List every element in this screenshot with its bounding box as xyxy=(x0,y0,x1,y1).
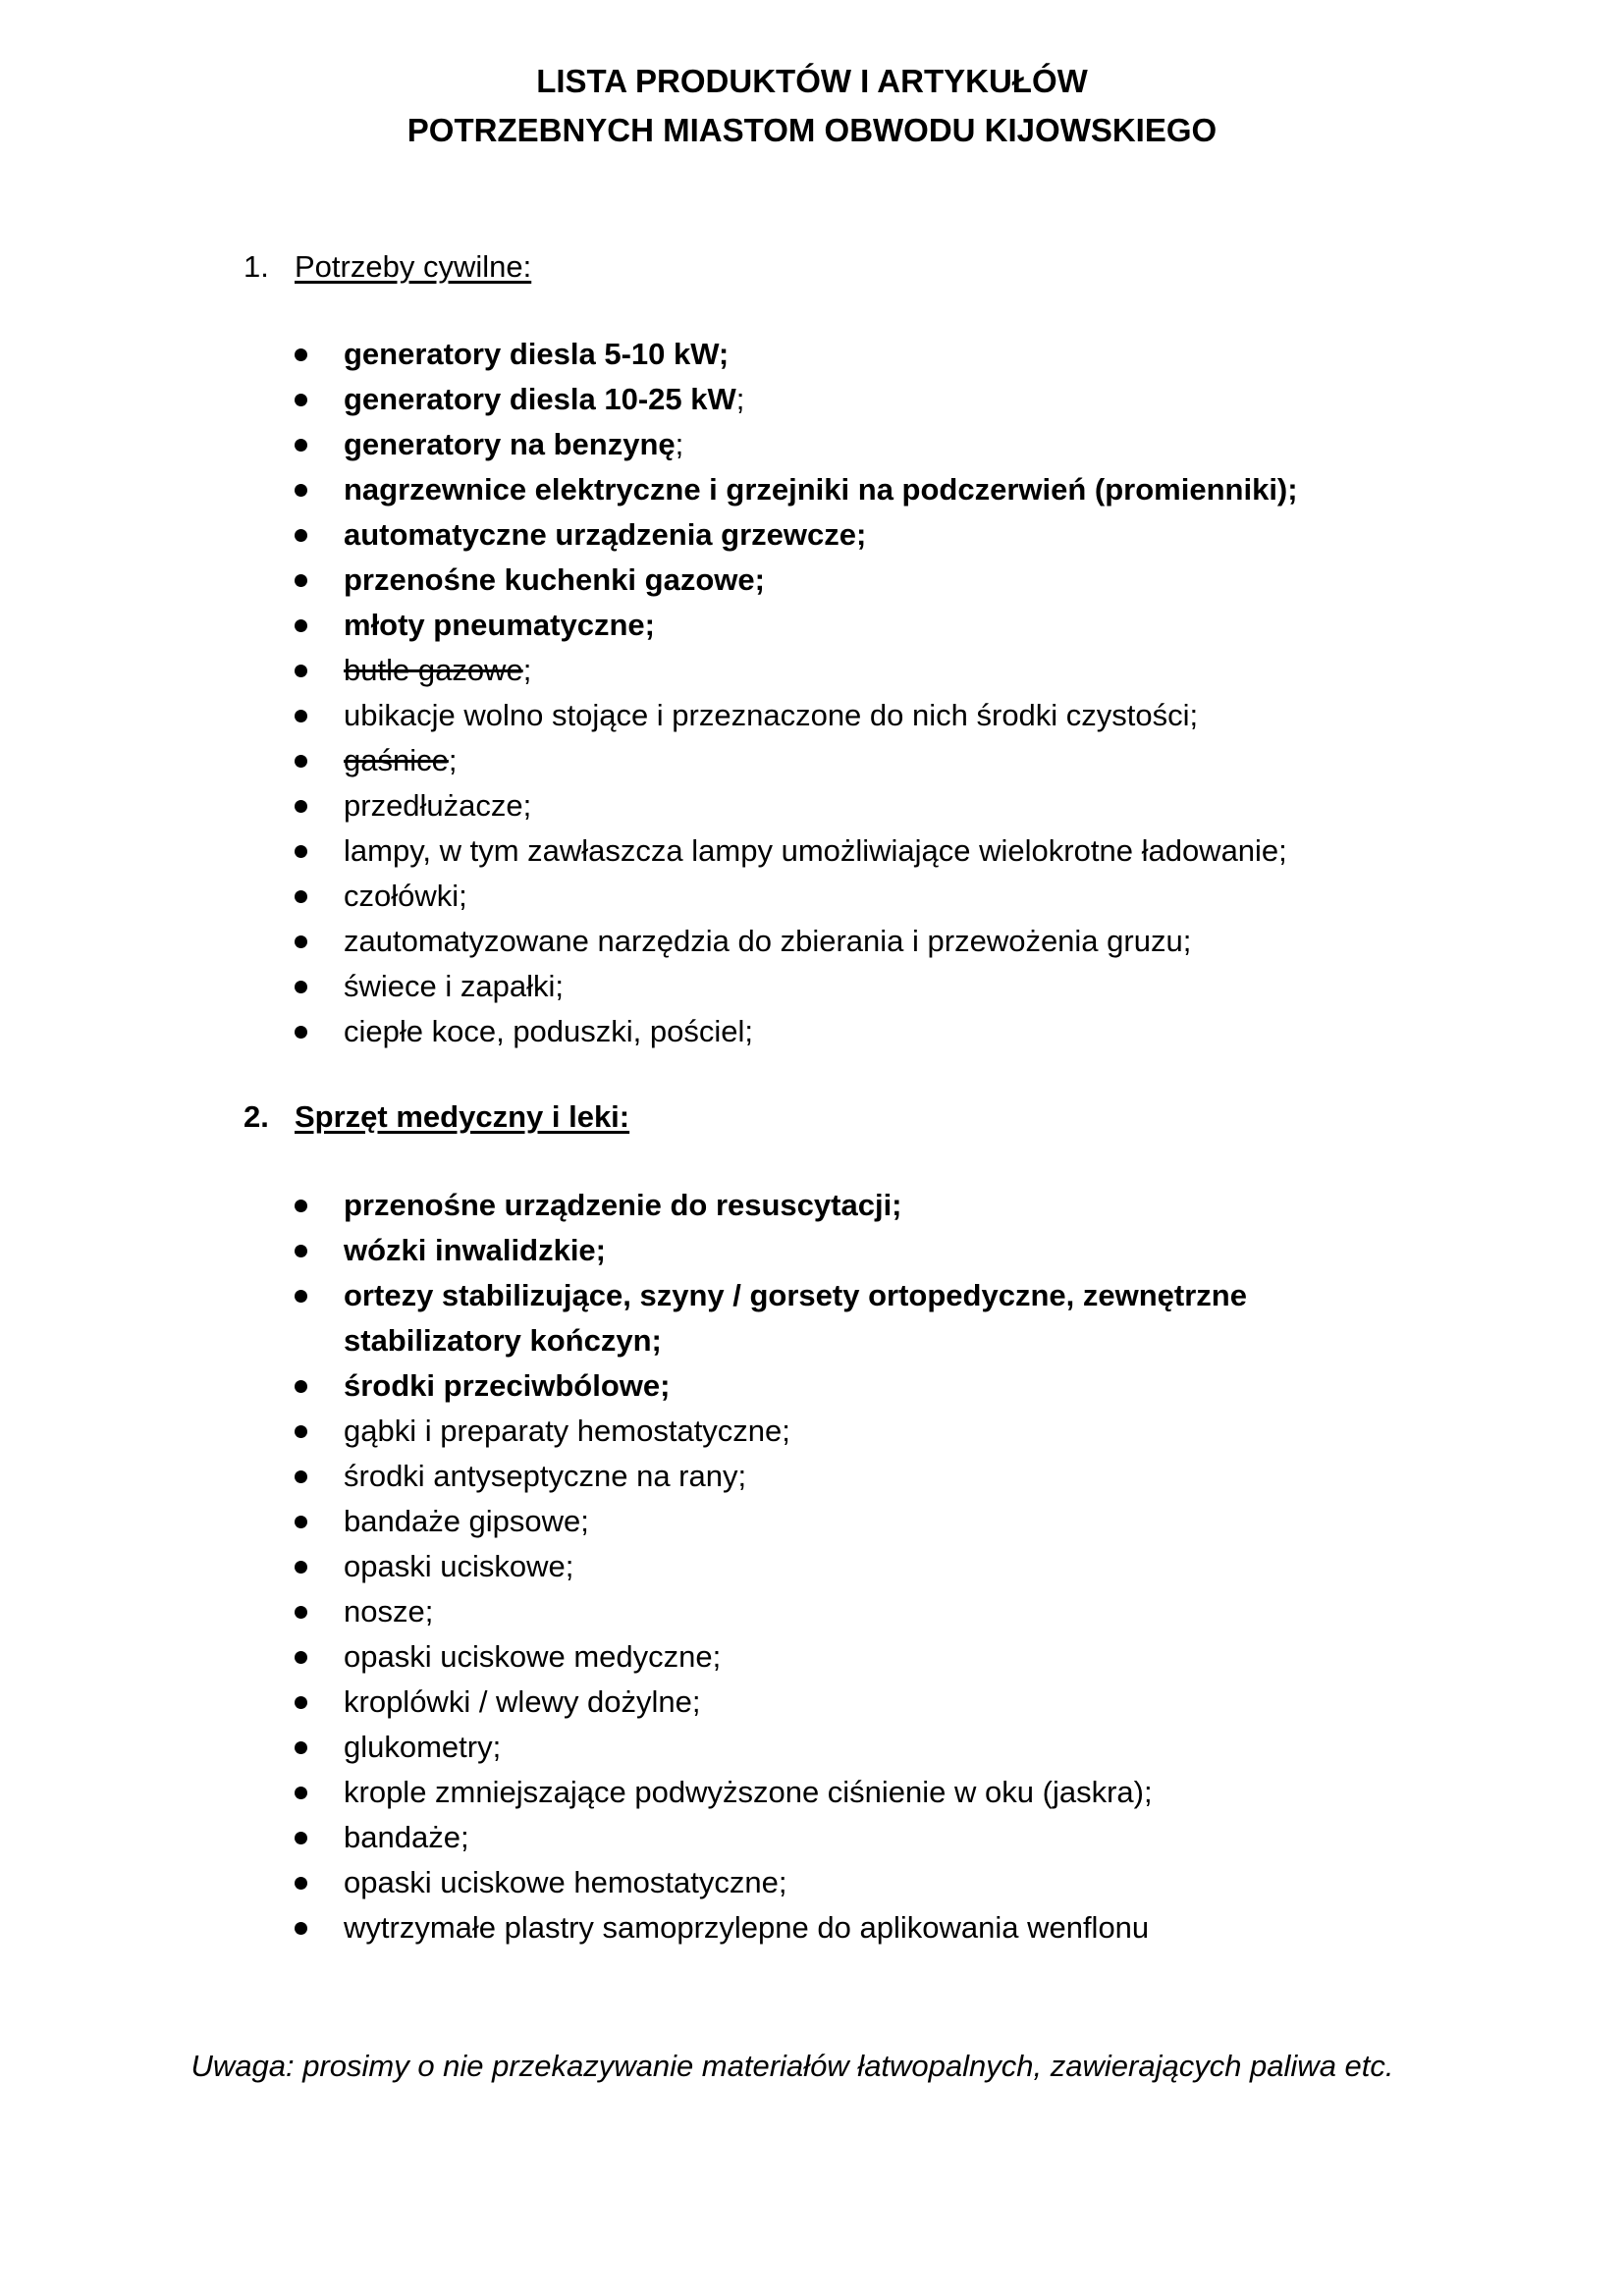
list-item: ortezy stabilizujące, szyny / gorsety ortopedyczne, zewnętrzne stabilizatory kończyn; xyxy=(293,1273,1335,1363)
civil-needs-list xyxy=(293,332,1412,1054)
bullet-icon xyxy=(295,1787,307,1799)
section-1-heading xyxy=(244,247,531,287)
list-item: opaski uciskowe medyczne; xyxy=(293,1634,1412,1680)
list-item: wózki inwalidzkie; xyxy=(293,1228,1412,1273)
bullet-icon xyxy=(295,484,307,497)
bullet-icon xyxy=(295,755,307,768)
bullet-icon xyxy=(295,619,307,632)
bullet-icon xyxy=(295,1200,307,1212)
bullet-icon xyxy=(295,665,307,677)
section-2-number: 2. xyxy=(244,1099,269,1134)
list-item: nagrzewnice elektryczne i grzejniki na podczerwień (promienniki); xyxy=(293,467,1412,512)
list-item: automatyczne urządzenia grzewcze; xyxy=(293,512,1412,558)
list-item: gaśnice; xyxy=(293,738,1412,783)
bullet-icon xyxy=(295,1922,307,1935)
list-item: bandaże gipsowe; xyxy=(293,1499,1412,1544)
list-item: nosze; xyxy=(293,1589,1412,1634)
title-line-1: LISTA PRODUKTÓW I ARTYKUŁÓW xyxy=(536,63,1088,99)
list-item: butle gazowe; xyxy=(293,648,1412,693)
list-item: generatory diesla 5-10 kW; xyxy=(293,332,1412,377)
bullet-icon xyxy=(295,394,307,406)
list-item: przenośne kuchenki gazowe; xyxy=(293,558,1412,603)
list-item: środki przeciwbólowe; xyxy=(293,1363,1412,1409)
bullet-icon xyxy=(295,529,307,542)
list-item: ubikacje wolno stojące i przeznaczone do nich środki czystości; xyxy=(293,693,1412,738)
list-item: ciepłe koce, poduszki, pościel; xyxy=(293,1009,1412,1054)
list-item: generatory diesla 10-25 kW; xyxy=(293,377,1412,422)
section-2-label: Sprzęt medyczny i leki: xyxy=(295,1099,630,1134)
note: Uwaga: prosimy o nie przekazywanie materiałów łatwopalnych, zawierających paliwa etc. xyxy=(190,2049,1394,2083)
section-1-label: Potrzeby cywilne: xyxy=(295,249,532,284)
bullet-icon xyxy=(295,845,307,858)
bullet-icon xyxy=(295,348,307,361)
list-item: generatory na benzynę; xyxy=(293,422,1412,467)
bullet-icon xyxy=(295,981,307,993)
bullet-icon xyxy=(295,1832,307,1844)
bullet-icon xyxy=(295,1877,307,1890)
list-item: opaski uciskowe; xyxy=(293,1544,1412,1589)
bullet-icon xyxy=(295,1651,307,1664)
bullet-icon xyxy=(295,1470,307,1483)
bullet-icon xyxy=(295,1561,307,1574)
list-item: glukometry; xyxy=(293,1725,1412,1770)
bullet-icon xyxy=(295,1741,307,1754)
list-item: gąbki i preparaty hemostatyczne; xyxy=(293,1409,1412,1454)
bullet-icon xyxy=(295,800,307,813)
list-item: czołówki; xyxy=(293,874,1412,919)
list-item: bandaże; xyxy=(293,1815,1412,1860)
list-item: przedłużacze; xyxy=(293,783,1412,828)
list-item: środki antyseptyczne na rany; xyxy=(293,1454,1412,1499)
list-item: świece i zapałki; xyxy=(293,964,1412,1009)
bullet-icon xyxy=(295,1696,307,1709)
bullet-icon xyxy=(295,1425,307,1438)
bullet-icon xyxy=(295,574,307,587)
document-title xyxy=(0,57,1624,155)
bullet-icon xyxy=(295,890,307,903)
section-2-heading xyxy=(244,1097,629,1137)
title-line-2: POTRZEBNYCH MIASTOM OBWODU KIJOWSKIEGO xyxy=(406,112,1218,148)
list-item: młoty pneumatyczne; xyxy=(293,603,1412,648)
bullet-icon xyxy=(295,1290,307,1303)
list-item: przenośne urządzenie do resuscytacji; xyxy=(293,1183,1412,1228)
bullet-icon xyxy=(295,1380,307,1393)
bullet-icon xyxy=(295,1245,307,1257)
list-item: opaski uciskowe hemostatyczne; xyxy=(293,1860,1412,1905)
medical-list xyxy=(293,1183,1412,1950)
bullet-icon xyxy=(295,1026,307,1039)
list-item: wytrzymałe plastry samoprzylepne do aplikowania wenflonu xyxy=(293,1905,1412,1950)
list-item: lampy, w tym zawłaszcza lampy umożliwiające wielokrotne ładowanie; xyxy=(293,828,1412,874)
bullet-icon xyxy=(295,439,307,452)
bullet-icon xyxy=(295,710,307,722)
list-item: zautomatyzowane narzędzia do zbierania i przewożenia gruzu; xyxy=(293,919,1412,964)
bullet-icon xyxy=(295,935,307,948)
list-item: kroplówki / wlewy dożylne; xyxy=(293,1680,1412,1725)
list-item: krople zmniejszające podwyższone ciśnienie w oku (jaskra); xyxy=(293,1770,1412,1815)
section-1-number: 1. xyxy=(244,249,269,284)
bullet-icon xyxy=(295,1606,307,1619)
bullet-icon xyxy=(295,1516,307,1528)
